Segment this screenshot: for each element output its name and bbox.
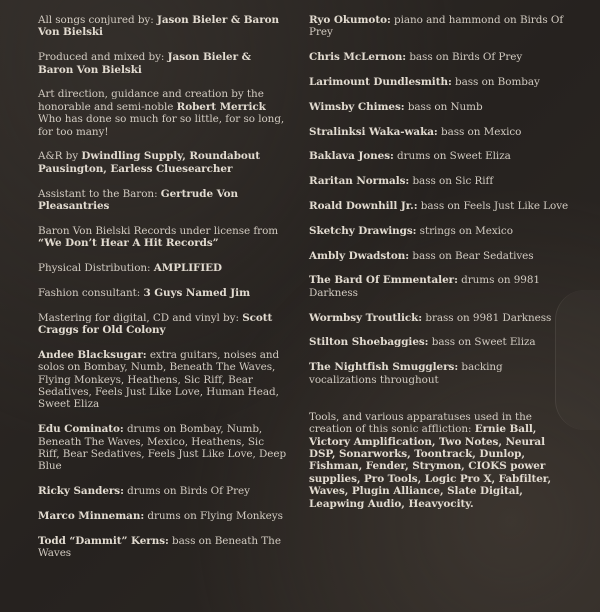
credit-fashion: Fashion consultant: 3 Guys Named Jim — [38, 286, 251, 299]
credit-a-and-r: A&R by Dwindling Supply, Roundabout Pausington, Earless Cluesearcher — [38, 150, 261, 175]
musician-credit: Chris McLernon: bass on Birds Of Prey — [309, 51, 523, 64]
credit-art-direction: Art direction, guidance and creation by the honorable and semi-noble Robert Merrick Who has done so much for so little, for so long, for too many! — [38, 88, 285, 138]
musician-credit: Sketchy Drawings: strings on Mexico — [309, 224, 513, 237]
right-credits-column — [309, 14, 571, 522]
musician-credit: Ambly Dwadston: bass on Bear Sedatives — [309, 249, 534, 262]
credit-license: Baron Von Bielski Records under license from “We Don’t Hear A Hit Records” — [38, 224, 279, 250]
credit-assistant: Assistant to the Baron: Gertrude Von Pleasantries — [38, 187, 239, 213]
tools-credit — [309, 411, 571, 510]
tools-intro: Tools, and various apparatuses used in the creation of this sonic affliction: — [309, 410, 532, 436]
musician-credit: Stilton Shoebaggies: bass on Sweet Eliza — [309, 336, 536, 349]
musician-credit: Marco Minneman: drums on Flying Monkeys — [38, 510, 283, 523]
tools-list: Ernie Ball, Victory Amplification, Two Notes, Neural DSP, Sonarworks, Toontrack, Dunlop, Fishman, Fender, Strymon, CIOKS power supplies, Pro Tools, Logic Pro X, Fabfilter, Waves, Plugin Alliance, Slate Digital, Leapwing Audio, Heavyocity. — [309, 423, 552, 510]
musician-credit: Wormbsy Troutlick: brass on 9981 Darkness — [309, 311, 552, 324]
credit-mastering: Mastering for digital, CD and vinyl by: Scott Craggs for Old Colony — [38, 311, 273, 337]
musician-credit: Ricky Sanders: drums on Birds Of Prey — [38, 485, 250, 498]
musician-credit: Baklava Jones: drums on Sweet Eliza — [309, 150, 511, 163]
musician-credit: Stralinksi Waka-waka: bass on Mexico — [309, 125, 522, 138]
musician-credit: Ryo Okumoto: piano and hammond on Birds Of Prey — [309, 14, 564, 39]
musician-credit: Larimount Dundlesmith: bass on Bombay — [309, 76, 540, 88]
musician-credit: Andee Blacksugar: extra guitars, noises and solos on Bombay, Numb, Beneath The Waves, Flying Monkeys, Heathens, Sic Riff, Bear Sedatives, Feels Just Like Love, Human Head, Sweet Eliza — [38, 348, 280, 411]
left-credits-column — [38, 14, 288, 572]
musician-credit: Roald Downhill Jr.: bass on Feels Just Like Love — [309, 199, 569, 212]
credit-producer: Produced and mixed by: Jason Bieler & Baron Von Bielski — [38, 51, 251, 76]
musician-credit: Raritan Normals: bass on Sic Riff — [309, 175, 494, 188]
musician-credit: Wimsby Chimes: bass on Numb — [309, 100, 483, 113]
credit-songs: All songs conjured by: Jason Bieler & Baron Von Bielski — [38, 14, 280, 39]
musician-credit: The Bard Of Emmentaler: drums on 9981 Darkness — [309, 274, 540, 299]
musician-credit: Edu Cominato: drums on Bombay, Numb, Beneath The Waves, Mexico, Heathens, Sic Riff, Bear Sedatives, Feels Just Like Love, Deep Blue — [38, 423, 287, 473]
credit-distribution: Physical Distribution: AMPLIFIED — [38, 262, 223, 275]
musician-credit: The Nightfish Smugglers: backing vocalizations throughout — [309, 361, 503, 386]
musician-credit: Todd “Dammit” Kerns: bass on Beneath The Waves — [38, 534, 281, 560]
